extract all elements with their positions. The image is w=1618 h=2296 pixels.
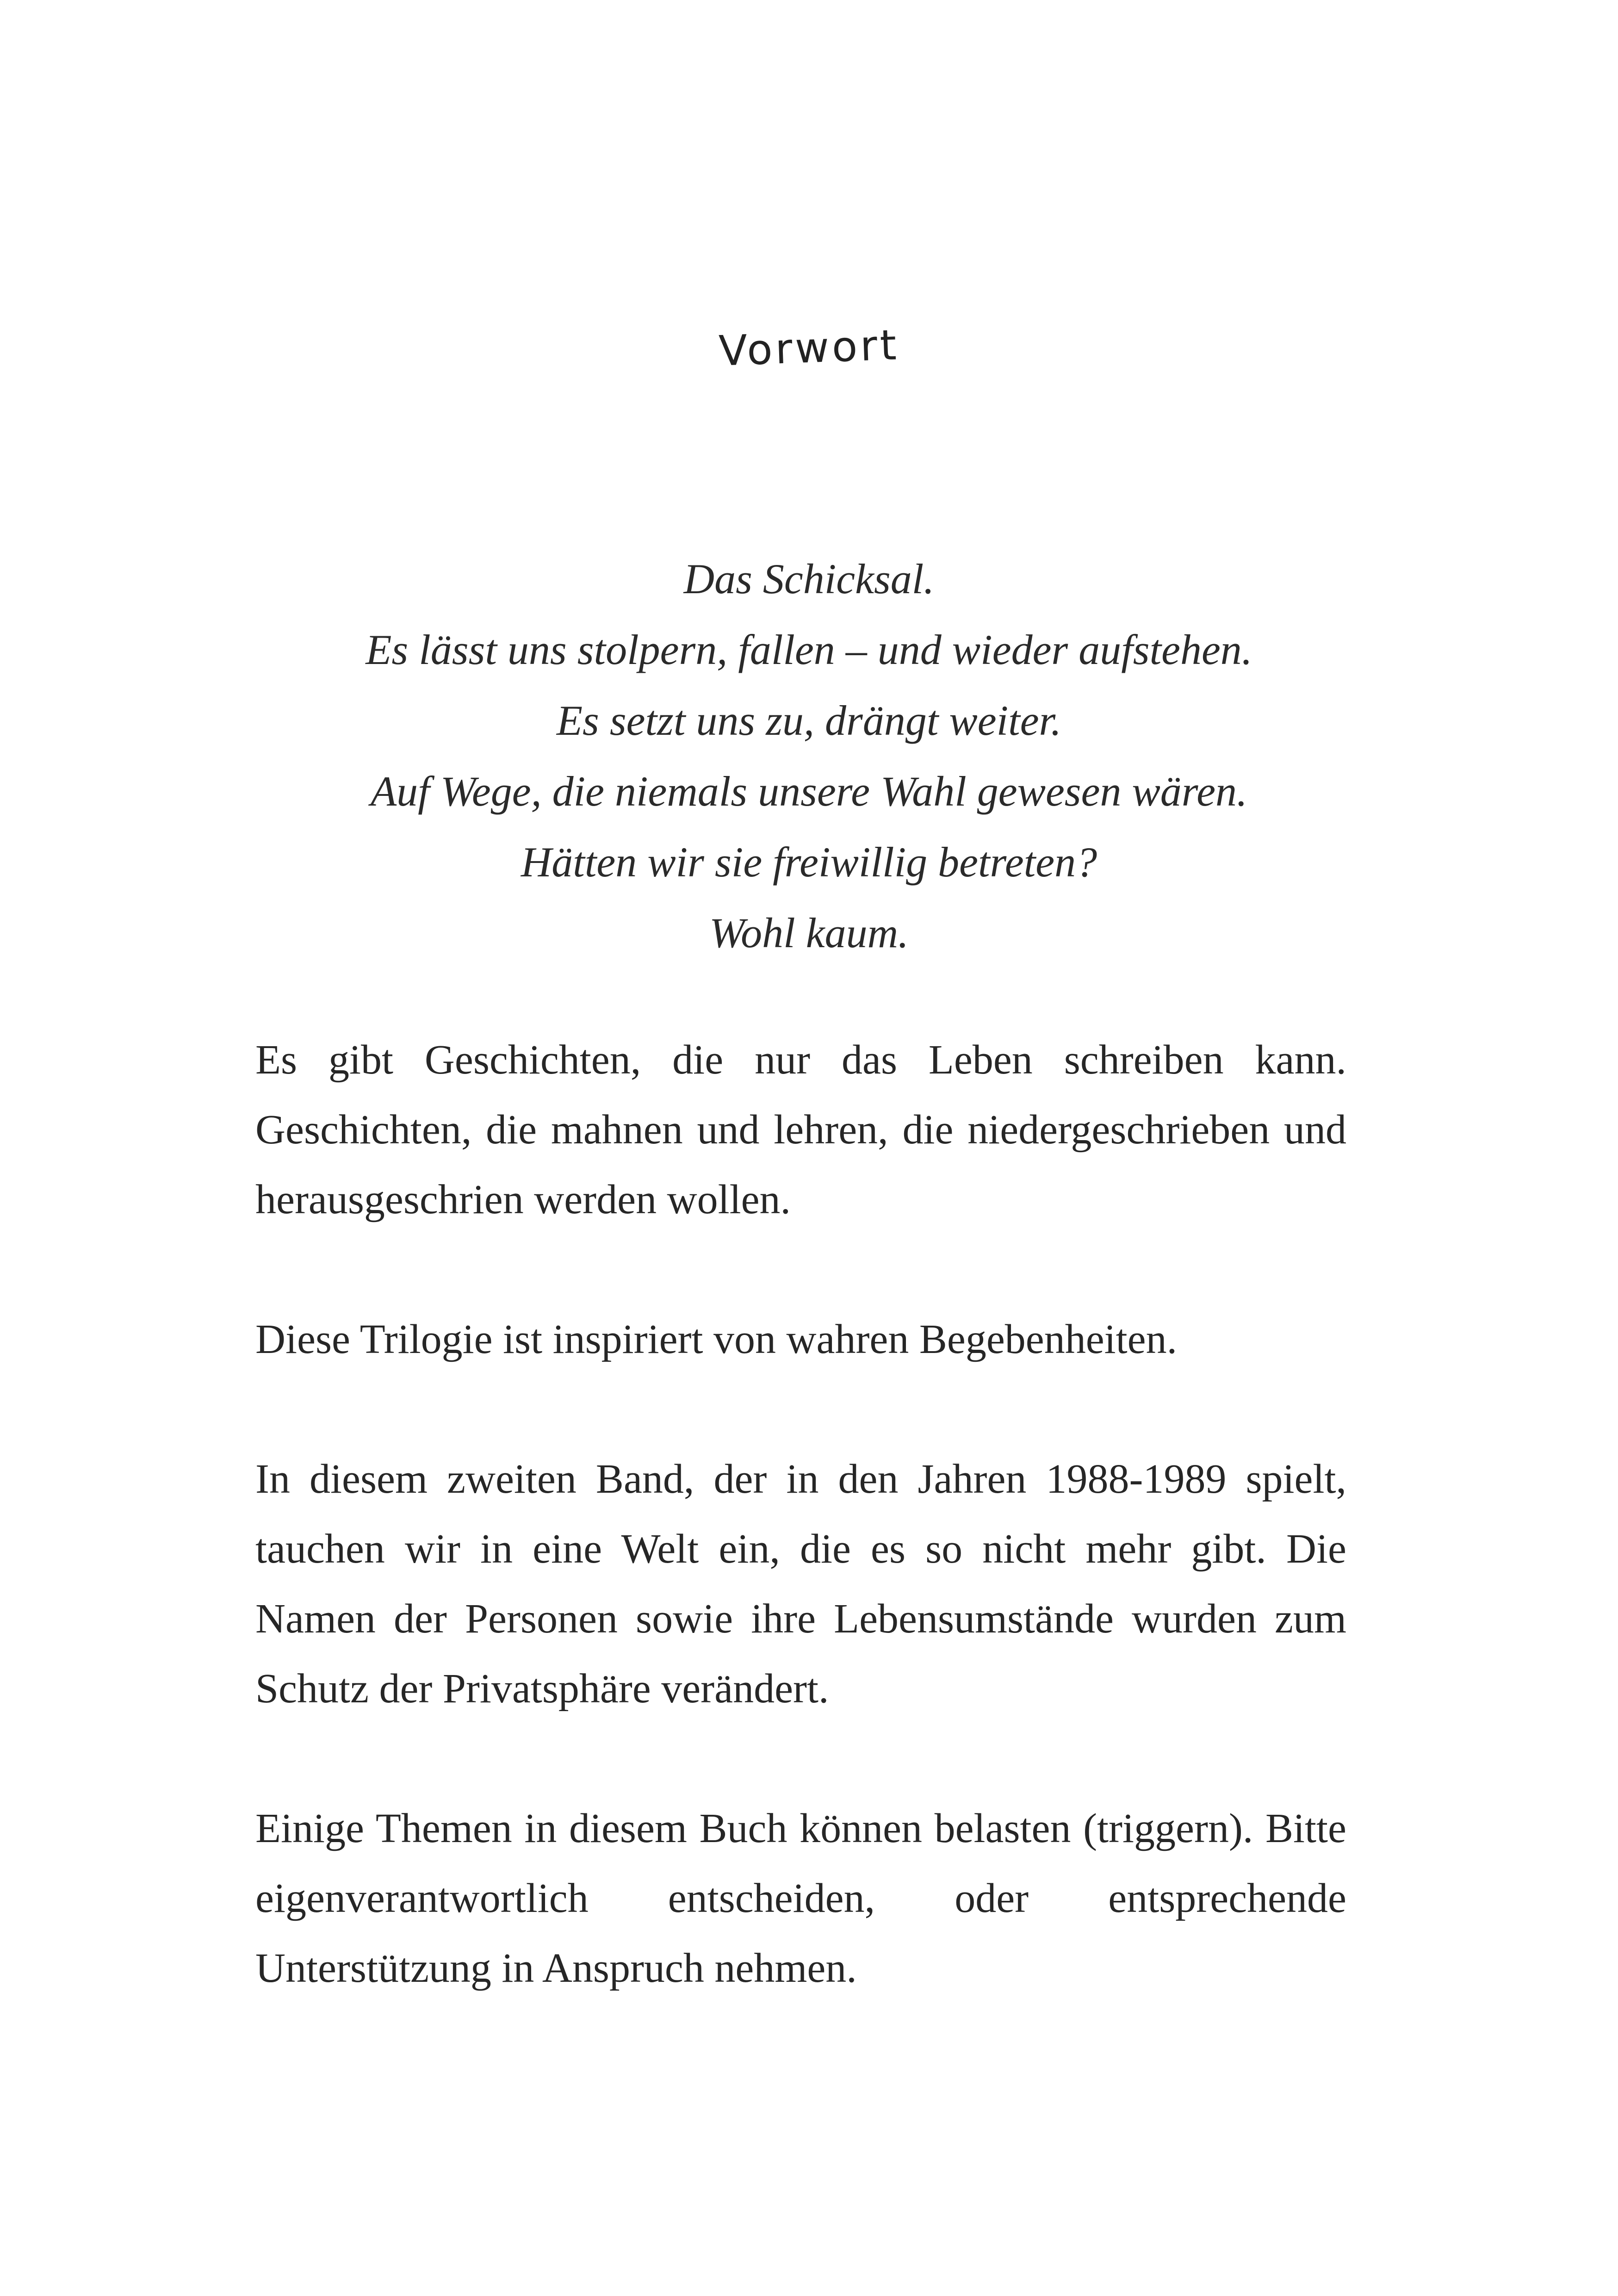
chapter-heading: Vorwort (718, 321, 900, 376)
epigraph-poem (0, 544, 1618, 968)
poem-line: Es lässt uns stolpern, fallen – und wieder aufstehen. (366, 626, 1252, 673)
paragraph: Es gibt Geschichten, die nur das Leben schreiben kann. Geschichten, die mahnen und lehren, die niedergeschrieben und herausgeschrien werden wollen. (255, 1037, 1346, 1222)
poem-line: Wohl kaum. (709, 909, 909, 956)
foreword-body (255, 1025, 1346, 2073)
poem-line: Auf Wege, die niemals unsere Wahl gewesen wären. (370, 768, 1248, 815)
paragraph: Einige Themen in diesem Buch können belasten (triggern). Bitte eigenverantwortlich entscheiden, oder entsprechende Unterstützung in Anspruch nehmen. (255, 1806, 1346, 1991)
poem-line: Es setzt uns zu, drängt weiter. (556, 697, 1062, 744)
poem-line: Hätten wir sie freiwillig betreten? (521, 838, 1097, 886)
paragraph: Diese Trilogie ist inspiriert von wahren Begebenheiten. (255, 1316, 1178, 1362)
paragraph: In diesem zweiten Band, der in den Jahren 1988-1989 spielt, tauchen wir in eine Welt ein, die es so nicht mehr gibt. Die Namen der Personen sowie ihre Lebensumstände wurden zum Schutz der Privatsphäre verändert. (255, 1456, 1346, 1712)
poem-line: Das Schicksal. (683, 555, 935, 602)
